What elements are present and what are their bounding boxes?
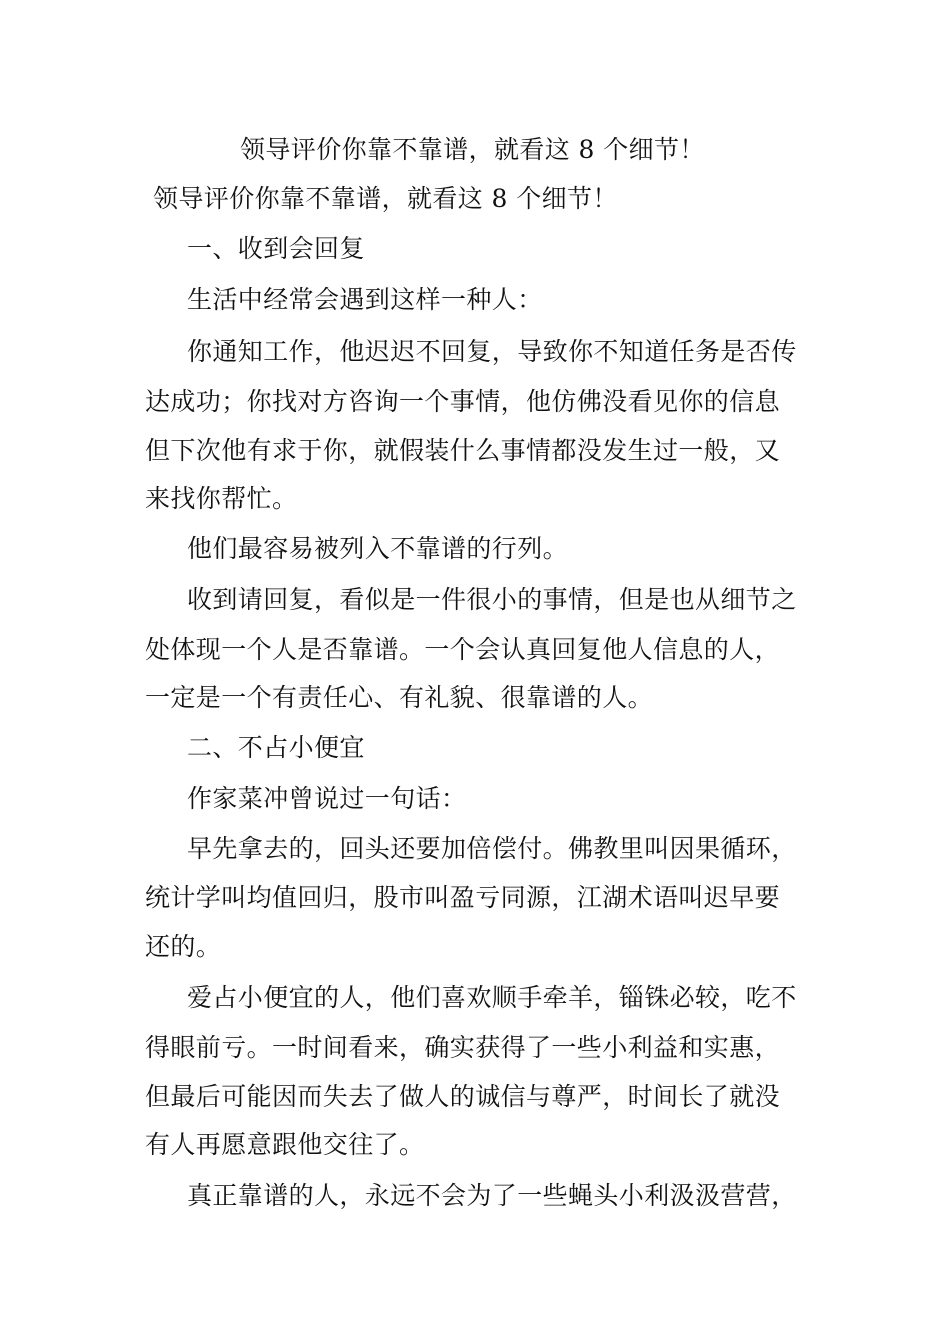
paragraph-line: 一定是一个有责任心、有礼貌、很靠谱的人。 bbox=[145, 683, 654, 712]
paragraph-line: 来找你帮忙。 bbox=[145, 484, 298, 513]
paragraph-line: 真正靠谱的人，永远不会为了一些蝇头小利汲汲营营， bbox=[187, 1181, 797, 1210]
section-heading-1: 一、收到会回复 bbox=[187, 234, 365, 263]
paragraph-line: 有人再愿意跟他交往了。 bbox=[145, 1130, 425, 1159]
paragraph-line: 收到请回复，看似是一件很小的事情，但是也从细节之 bbox=[187, 585, 797, 614]
paragraph-line: 得眼前亏。一时间看来，确实获得了一些小利益和实惠， bbox=[145, 1033, 781, 1062]
paragraph-line: 还的。 bbox=[145, 932, 222, 961]
paragraph-line: 作家菜冲曾说过一句话： bbox=[187, 784, 467, 813]
paragraph-line: 统计学叫均值回归，股市叫盈亏同源，江湖术语叫迟早要 bbox=[145, 883, 781, 912]
paragraph-line: 他们最容易被列入不靠谱的行列。 bbox=[187, 534, 569, 563]
section-heading-2: 二、不占小便宜 bbox=[187, 733, 365, 762]
paragraph-line: 爱占小便宜的人，他们喜欢顺手牵羊，锱铢必较，吃不 bbox=[187, 983, 797, 1012]
paragraph-line: 你通知工作，他迟迟不回复，导致你不知道任务是否传 bbox=[187, 337, 797, 366]
paragraph-line: 但下次他有求于你，就假装什么事情都没发生过一般，又 bbox=[145, 436, 781, 465]
paragraph-line: 达成功；你找对方咨询一个事情，他仿佛没看见你的信息 bbox=[145, 387, 781, 416]
paragraph-line: 早先拿去的，回头还要加倍偿付。佛教里叫因果循环， bbox=[187, 834, 797, 863]
paragraph-line: 生活中经常会遇到这样一种人： bbox=[187, 285, 543, 314]
document-subtitle: 领导评价你靠不靠谱，就看这 8 个细节！ bbox=[153, 184, 618, 213]
paragraph-line: 处体现一个人是否靠谱。一个会认真回复他人信息的人， bbox=[145, 635, 781, 664]
document-title: 领导评价你靠不靠谱，就看这 8 个细节！ bbox=[240, 135, 705, 164]
paragraph-line: 但最后可能因而失去了做人的诚信与尊严，时间长了就没 bbox=[145, 1082, 781, 1111]
